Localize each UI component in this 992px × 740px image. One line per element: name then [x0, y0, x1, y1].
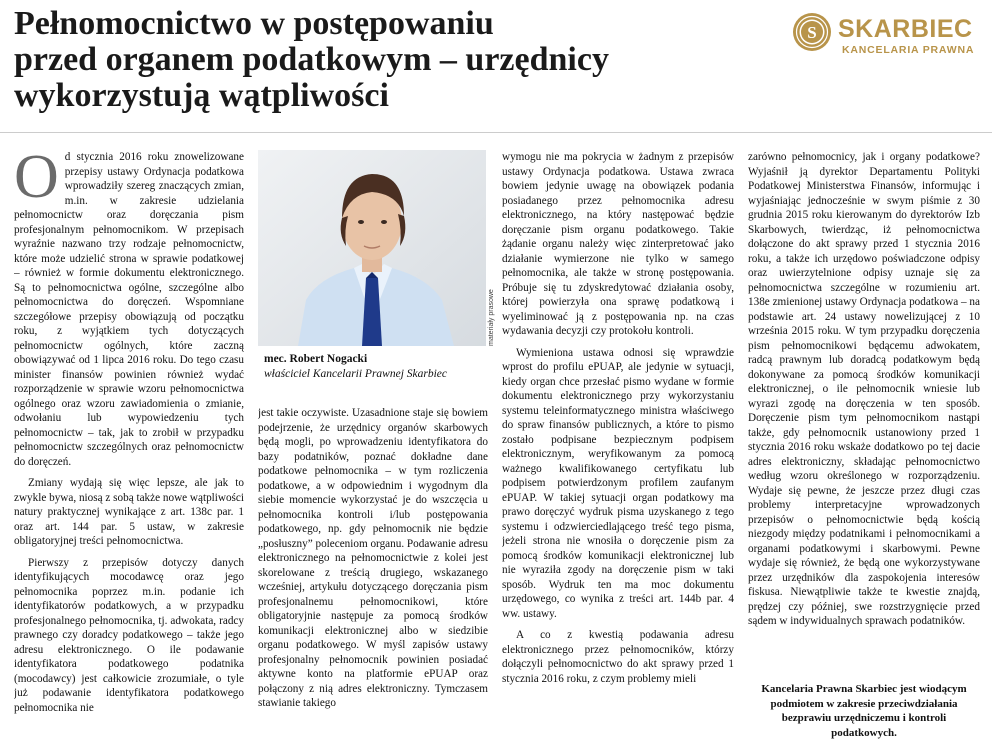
paragraph: zarówno pełnomocnicy, jak i organy podatkowe? Wyjaśnił ją dyrektor Departamentu Polityki Podatkowej Ministerstwa Finansów, informując i wyjaśniając jednocześnie w swym piśmie z 30 grudnia 2015 roku kierowanym do dyrektorów Izb Skarbowych, twierdząc, iż pełnomocnictwa dołączone do akt sprawy przed 1 stycznia 2016 roku, a także ich urzędowo poświadczone odpisy oraz uwierzytelnione odpisy uznaje się za pełnomocnictwa szczególne w rozumieniu art. 138e zmienionej ustawy Ordynacja podatkowa – na podstawie art. 24 ustawy nowelizującej z 10 września 2015 roku. W tym przypadku doręczenia pism pełnomocnikowi będącemu adwokatem, radcą prawnym lub doradcą podatkowym będą dokonywane za pomocą środków komunikacji elektronicznej, o ile pełnomocnik wniesie lub wyrazi zgodę na doręczenia w ten sposób. Doręczenie pism tym pełnomocnikom nastąpi także, gdy pełnomocnik ustanowiony przed 1 stycznia 2016 roku wskaże dodatkowo po tej dacie adres elektroniczny, składając pełnomocnictwo według wzoru określonego w rozporządzeniu. Wydaje się pewne, że jeszcze przez długi czas problemy interpretacyjne wprowadzonych przepisów o pełnomocnictwie będą kością niezgody między podatnikami i pełnomocnikami a organami podatkowymi i skarbowymi. Pewne wydaje się również, że będą one wykorzystywane przez urzędników dla zaspokojenia interesów fiskusa. Niewątpliwie także te kwestie znajdą, prędzej czy później, swe rozstrzygnięcie przed sądem w indywidualnych sprawach podatników. — [748, 151, 980, 627]
headline-line-1: Pełnomocnictwo w postępowaniu — [14, 5, 494, 42]
paragraph: Zmiany wydają się więc lepsze, ale jak to zwykle bywa, niosą z sobą także nowe wątpliwości natury praktycznej wynikające z art. 138c par. 1 oraz art. 144 par. 5 ustaw, w zakresie obligatoryjnej treści pełnomocnictwa. — [14, 477, 244, 547]
header-divider — [0, 132, 992, 133]
paragraph: Wymieniona ustawa odnosi się wprawdzie wprost do profilu ePUAP, ale jedynie w sytuacji, kiedy organ chce przesłać pismo wydane w formie dokumentu elektronicznego przy wykorzystaniu systemu teleinformatycznego ministra właściwego do spraw finansów publicznych, a które to pismo zostało podpisane bezpiecznym podpisem elektronicznym, weryfikowanym za pomocą ważnego kwalifikowanego certyfikatu lub podpisem potwierdzonym profilem zaufanym ePUAP. W takiej sytuacji organ podatkowy ma prawo doręczyć wydruk pisma uzyskanego z tego systemu i odzwierciedlającego treść tego pisma, jeżeli strona nie wnosiła o doręczenie pism za pomocą środków komunikacji elektronicznej lub nie wyraziła zgody na doręczenie pism w taki sposób. Wydruk ten ma moc dokumentu urzędowego, co wynika z treści art. 144b par. 4 ww. ustawy. — [502, 346, 734, 620]
paragraph: d stycznia 2016 roku znowelizowane przepisy ustawy Ordynacja podatkowa wprowadziły szereg znaczących zmian, m.in. w zakresie udzielania pełnomocnictw oraz doręczania pism profesjonalnym pełnomocnikom. W przepisach wyraźnie nazwano trzy rodzaje pełnomocnictw, które może udzielić strona w sprawie podatkowej – również w formie dokumentu elektronicznego. Są to pełnomocnictwa ogólne, szczególne albo pełnomocnictwa do doręczeń. Wspomniane szczegółowe przepisy obowiązują od początku roku, z wyjątkiem tych dotyczących pełnomocnictw ogólnych, które zaczną obowiązywać od 1 lipca 2016 roku. Do tego czasu minister finansów powinien również wydać rozporządzenie w sprawie wzoru pełnomocnictwa ogólnego oraz wzoru zawiadomienia o zmianie, odwołaniu lub wypowiedzeniu tych pełnomocnictw – tak, jak to zrobił w przypadku pełnomocnictw szczególnych oraz pełnomocnictw do doręczeń. — [14, 151, 244, 468]
article-column-4 — [748, 150, 980, 686]
headline — [14, 6, 774, 114]
author-photo — [258, 150, 486, 346]
caption-role: właściciel Kancelarii Prawnej Skarbiec — [264, 368, 448, 380]
article-column-1 — [14, 150, 244, 730]
paragraph: A co z kwestią podawania adresu elektronicznego przez pełnomocników, którzy dołączyli pełnomocnictwo do akt sprawy przed 1 stycznia 2016 roku, z czym problemy mieli — [502, 629, 734, 685]
svg-text:S: S — [807, 23, 817, 42]
photo-caption — [264, 352, 486, 382]
photo-credit: materiały prasowe — [488, 289, 495, 346]
paragraph: jest takie oczywiste. Uzasadnione staje się bowiem podejrzenie, że urzędnicy organów skarbowych będą mogli, po wprowadzeniu identyfikatora do bazy podatników, poznać dokładne dane podatkowe pełnomocnika – w tym rozliczenia podatkowe, a w odpowiednim i wygodnym dla siebie momencie wykorzystać je do wszczęcia u pełnomocnika kontroli i/lub postępowania podatkowego, np. gdy pełnomocnik nie będzie „posłuszny” poleceniom organu. Podawanie adresu elektronicznego na pełnomocnictwie z kolei jest skorelowane z treścią drugiego, wskazanego wcześniej, artykułu dotyczącego doręczania pism profesjonalnemu pełnomocnikowi, które obligatoryjnie następuje za pomocą środków komunikacji elektronicznej albo w siedzibie organu podatkowego. W myśl zapisów ustawy profesjonalny pełnomocnik powinien posiadać aktywne konto na platformie ePUAP oraz połączony z nią adres elektroniczny. Tymczasem stawianie takiego — [258, 407, 488, 709]
paragraph: wymogu nie ma pokrycia w żadnym z przepisów ustawy Ordynacja podatkowa. Ustawa zwraca bowiem jedynie uwagę na obowiązek podania posiadanego przez pełnomocnika adresu elektronicznego, na który następować będzie doręczanie pism organu podatkowego. Takie żądanie organu należy więc zinterpretować jako działanie wymierzone nie tylko w samego pełnomocnika, ale także w stronę postępowania. Próbuje się tu zdyskredytować działania osoby, której powierzyła ona sprawę podatkową i wyeliminować ją z postępowania np. na czas wydawania decyzji czy protokołu kontroli. — [502, 151, 734, 337]
portrait-image — [258, 150, 486, 346]
skarbiec-logo — [790, 8, 986, 64]
paragraph: Pierwszy z przepisów dotyczy danych identyfikujących mocodawcę oraz jego pełnomocnika poprzez m.in. podanie ich identyfikatorów podatkowych, a w przypadku profesjonalnego pełnomocnika, tj. adwokata, radcy prawnego czy doradcy podatkowego – także jego adresu elektronicznego. O ile podawanie identyfikatora podatkowego podatnika (mocodawcy) jest całkowicie zrozumiałe, o tyle już podawanie identyfikatora podatkowego pełnomocnika nie — [14, 556, 244, 714]
headline-line-2: przed organem podatkowym – urzędnicy — [14, 41, 609, 78]
drop-cap: O — [14, 150, 59, 211]
caption-name: mec. Robert Nogacki — [264, 353, 368, 365]
seal-icon — [792, 12, 832, 52]
firm-note: Kancelaria Prawna Skarbiec jest wiodącym podmiotem w zakresie przeciwdziałania bezprawiu urzędniczemu i kontroli podatkowych. — [761, 683, 967, 739]
logo-tagline: KANCELARIA PRAWNA — [842, 44, 975, 56]
headline-line-3: wykorzystują wątpliwości — [14, 77, 389, 114]
article-column-2 — [258, 406, 488, 732]
logo-brand: SKARBIEC — [838, 15, 973, 43]
article-column-3 — [502, 150, 734, 732]
